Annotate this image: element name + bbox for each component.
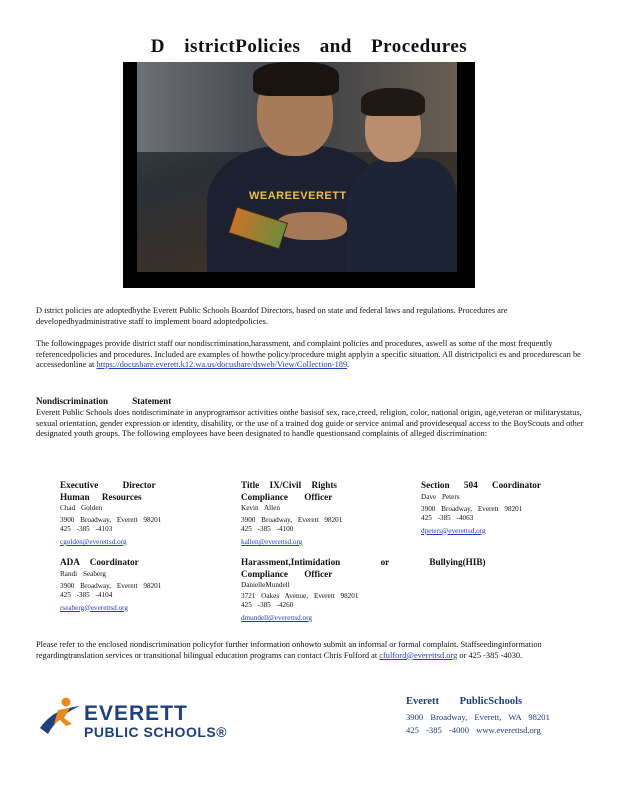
contact-title: Executive Director — [60, 480, 156, 490]
logo-line-1: EVERETT — [84, 702, 188, 725]
contact-email[interactable]: cgolden@everettsd.org — [60, 538, 127, 546]
contact-subtitle: Human Resources — [60, 491, 142, 502]
contact-address: 3900 Broadway, Everett 98201 — [60, 516, 162, 524]
contact-ada — [60, 557, 230, 613]
contact-hr — [60, 480, 230, 547]
contact-email[interactable]: dpeters@everettsd.org — [421, 526, 486, 535]
hero-photo — [137, 62, 457, 272]
pages-paragraph — [36, 339, 584, 371]
photo-shirt-text: WEAREEVERETT — [249, 190, 347, 202]
contact-phone: 425 -385 -4260 — [241, 601, 294, 609]
contact-hib — [241, 557, 491, 623]
contact-title: ADA Coordinator — [60, 557, 139, 567]
contact-address: 3721 Oakes Avenue, Everett 98201 — [241, 592, 359, 600]
intro-paragraph: D istrict policies are adoptedbythe Everett Public Schools Boardof Directors, based on state and federal laws and regulations. Procedures are developedbyadministrative staff to implement board adoptedpolicies. — [36, 306, 508, 326]
docushare-link[interactable]: https://docushare.everett.k12.wa.us/docushare/dsweb/View/Collection-189 — [96, 360, 348, 370]
contact-title: Harassment,Intimidation or Bullying(HIB) — [241, 557, 486, 567]
contact-name: DanielleMundell — [241, 581, 290, 589]
footer-address: 3900 Broadway, Everett, WA 98201 — [406, 712, 550, 722]
photo-child-hair — [361, 88, 425, 116]
contact-address: 3900 Broadway, Everett 98201 — [421, 504, 523, 513]
contact-email[interactable]: dmundell@everettsd.org — [241, 614, 312, 622]
pages-paragraph-text: The followingpages provide district staff our nondiscrimination,harassment, and complaint policies and procedures, aswell as some of the most frequently referencedpolicies and procedures. Included are examples of howthe policy/procedure might applyin a specific situation. All districtpolici es and procedurescan be accessedonline at — [36, 339, 581, 370]
footer-phone-web: 425 -385 -4000 www.everettsd.org — [406, 725, 541, 735]
contact-phone: 425 -385 -4104 — [60, 590, 113, 599]
nondiscrimination-heading: Nondiscrimination Statement — [36, 396, 172, 406]
contact-email[interactable]: rseaberg@everettsd.org — [60, 603, 129, 612]
photo-child-body — [347, 158, 457, 272]
photo-hands — [277, 212, 347, 240]
closing-text: Please refer to the enclosed nondiscrimination policyfor further information onhowto submit an informal or formal complaint. Staffseedinginformation regardingtranslation services or transitional bilingual education programs can contact Chris Fulford at — [36, 640, 542, 660]
contact-name: Dave Peters — [421, 492, 460, 501]
closing-paragraph — [36, 640, 584, 661]
hero-photo-frame — [123, 62, 475, 288]
logo-line-2: PUBLIC SCHOOLS® — [84, 724, 228, 740]
nondiscrimination-body: Everett Public Schools does notdiscriminate in anyprogramsor activities onthe basisof sex, race,creed, religion, color, national origin, age,veteran or militarystatus, sexual orientation, gender expression or identity, disability, or the use of a trained dog guide or service animal and providesequal access to the BoyScouts and other designated youth groups. The following employees have been designated to handle questionsand complaints of alleged discrimination: — [36, 408, 584, 439]
contact-title-ix — [241, 480, 411, 547]
contact-phone: 425 -385 -4100 — [241, 525, 294, 533]
footer-contact — [406, 696, 550, 737]
contact-name: Kevin Allen — [241, 504, 280, 512]
contact-phone: 425 -385 -4063 — [421, 513, 474, 522]
footer-name: Everett PublicSchools — [406, 696, 523, 707]
contact-section-504 — [421, 480, 591, 536]
photo-student-hair — [253, 62, 339, 96]
contact-title: Section 504 Coordinator — [421, 480, 541, 490]
contact-name: Randi Seaberg — [60, 569, 106, 578]
closing-email[interactable]: cfulford@everettsd.org — [379, 650, 458, 660]
contact-subtitle: Compliance Officer — [241, 568, 333, 579]
contact-title: Title IX/Civil Rights — [241, 480, 337, 490]
contact-address: 3900 Broadway, Everett 98201 — [60, 581, 162, 590]
closing-tail: or 425 -385 -4030. — [459, 650, 523, 660]
contact-name: Chad Golden — [60, 504, 103, 512]
page-title: D istrictPolicies and Procedures — [150, 36, 468, 57]
contact-email[interactable]: kallen@everettsd.org — [241, 538, 303, 546]
district-logo — [36, 694, 246, 742]
contact-subtitle: Compliance Officer — [241, 491, 333, 502]
pages-paragraph-tail: . — [347, 360, 350, 370]
logo-runner-icon — [36, 694, 84, 738]
contact-address: 3900 Broadway, Everett 98201 — [241, 516, 343, 524]
contact-phone: 425 -385 -4103 — [60, 525, 113, 533]
